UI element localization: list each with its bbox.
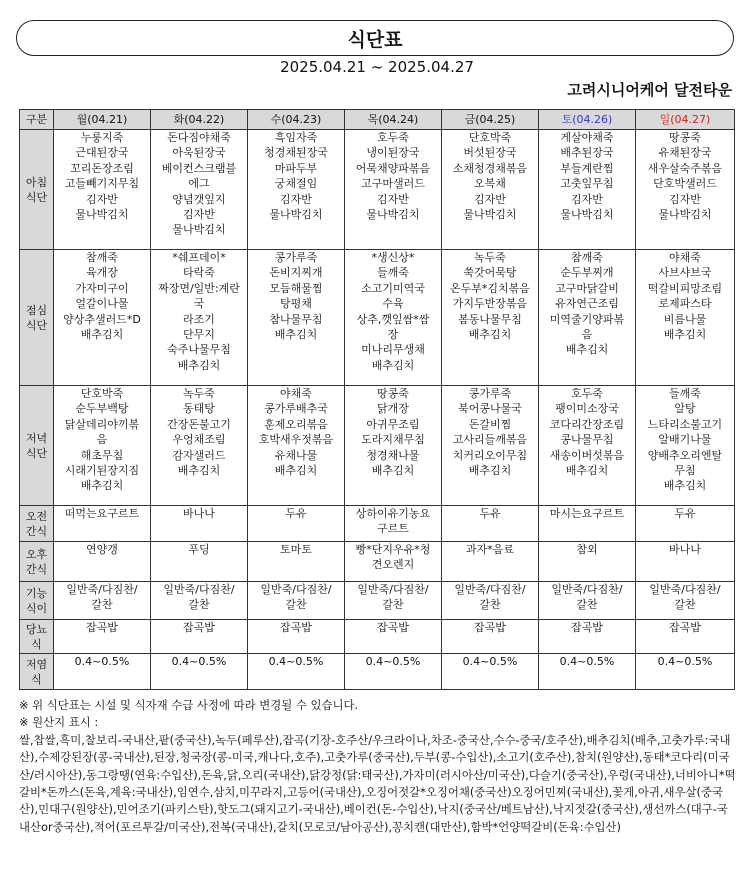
dish-line: 어묵채양파볶음 <box>355 161 431 175</box>
dish-line: 참나물무침 <box>269 312 323 326</box>
dish-line: 김자반 <box>86 192 118 206</box>
menu-cell <box>636 386 735 506</box>
dish-line: 고들빼기지무침 <box>64 177 140 191</box>
row-label <box>20 386 54 506</box>
menu-title <box>16 20 734 56</box>
dish-line: 유채된장국 <box>658 146 712 160</box>
note-origin-heading: ※ 원산지 표시 : <box>19 715 99 730</box>
menu-table <box>19 109 735 690</box>
row-label-line: 저녁 <box>25 431 48 445</box>
dish-line: 견오렌지 <box>371 558 415 572</box>
menu-row <box>20 620 735 654</box>
dish-line: 단무지 <box>183 328 215 342</box>
dish-line: 두유 <box>285 507 307 520</box>
menu-cell <box>248 620 345 654</box>
dish-line: 김자반 <box>183 208 215 222</box>
menu-title-text: 식단표 <box>347 28 403 51</box>
origin-list: 쌀,찹쌀,흑미,찰보리-국내산,팥(중국산),녹두(페루산),잡곡(기장-호주산/우크라이나,차조-중국산,수수-중국/호주산),배추김치(배추,고춧가루:국내산),수제강된장(콩-국내산),된장,청국장(콩-미국,캐나다,호주),고춧가루(중국산),두부(콩-수입산),소고기(호주산),참치(원양산),동태*코다리(미국산/러시아산),동그랑땡(연육:수입산),돈육,닭,오리(국내산),닭강정(닭:태국산),가자미(러시아산/미국산),다슬기(중국산),우렁(국내산),너비아니*떡갈비*돈까스(돈육,계육:국내산),임연수,삼치,미꾸라지,고등어(국내산),오징어젓갈*오징어채(중국산)오징어민찌(국내산),꽃게,아귀,새우살(중국산),민대구(원양산),민어조기(파키스탄),핫도그(돼지고기-국내산),베이컨(돈-수입산),낙지(중국산/베트남산),낙지젓갈(중국산),생선까스(대구-국내산or중국산),적어(포르투갈/미국산),전복(국내산),갈치(모로코/남아공산),꽁치캔(대만산),함박*언양떡갈비(돈육:수입산) <box>19 732 736 834</box>
menu-cell <box>442 582 539 620</box>
dish-line: 오복채 <box>474 177 506 191</box>
dish-line: 물나박김치 <box>269 208 323 222</box>
menu-cell <box>54 542 151 582</box>
menu-cell <box>54 582 151 620</box>
dish-line: 배추김치 <box>274 328 318 342</box>
menu-cell <box>442 250 539 386</box>
menu-cell <box>54 250 151 386</box>
dish-line: 0.4~0.5% <box>559 655 615 668</box>
corner-header: 구분 <box>20 110 54 130</box>
dish-line: 과자*음료 <box>465 543 514 556</box>
notes <box>19 697 737 836</box>
dish-line: 음 <box>96 433 108 447</box>
dish-line: 양념갯잎지 <box>172 192 226 206</box>
dish-line: 팽이미소장국 <box>555 402 619 416</box>
dish-line: 미역줄기양파볶 <box>549 312 625 326</box>
menu-cell <box>345 620 442 654</box>
menu-cell <box>151 506 248 542</box>
menu-cell <box>442 542 539 582</box>
dish-line: 닭개장 <box>377 402 409 416</box>
row-label <box>20 130 54 250</box>
dish-line: 잡곡밥 <box>474 621 506 634</box>
dish-line: 코다리간장조림 <box>549 417 625 431</box>
dish-line: 양상추샐러드*D <box>63 312 141 326</box>
dish-line: 알배기나물 <box>658 433 712 447</box>
dish-line: 일반죽/다짐찬/ <box>454 583 526 596</box>
dish-line: 로제파스타 <box>658 297 712 311</box>
row-label-line: 아침 <box>25 175 48 189</box>
row-label-line: 간식 <box>25 562 48 576</box>
dish-line: 상하이유기농요 <box>355 507 431 520</box>
menu-cell <box>345 250 442 386</box>
dish-line: 0.4~0.5% <box>268 655 324 668</box>
dish-line: 김자반 <box>474 192 506 206</box>
dish-line: 고춧잎무침 <box>560 177 614 191</box>
menu-row <box>20 130 735 250</box>
dish-line: 땅콩죽 <box>669 131 701 144</box>
dish-line: 물나박김치 <box>172 223 226 237</box>
dish-line: 육개장 <box>86 266 118 280</box>
dish-line: 에그 <box>188 177 210 191</box>
dish-line: 일반죽/다짐찬/ <box>357 583 429 596</box>
dish-line: 해초무침 <box>80 448 124 462</box>
dish-line: 배추김치 <box>371 464 415 478</box>
dish-line: 배추김치 <box>663 479 707 493</box>
dish-line: 근대된장국 <box>75 146 129 160</box>
menu-cell <box>345 506 442 542</box>
dish-line: 갈찬 <box>382 598 404 612</box>
dish-line: 잡곡밥 <box>280 621 312 634</box>
menu-cell <box>248 130 345 250</box>
dish-line: 김자반 <box>669 192 701 206</box>
dish-line: 돈갈비찜 <box>468 417 512 431</box>
day-header: 화(04.22) <box>151 110 248 130</box>
row-label-line: 기능 <box>25 586 48 600</box>
dish-line: 빵*단지우유*청 <box>355 543 431 556</box>
dish-line: 냉이된장국 <box>366 146 420 160</box>
menu-cell <box>539 620 636 654</box>
menu-cell <box>54 506 151 542</box>
menu-cell <box>442 386 539 506</box>
dish-line: 단호박죽 <box>80 387 124 400</box>
menu-cell <box>248 654 345 690</box>
dish-line: 콩나물무침 <box>560 433 614 447</box>
menu-cell <box>248 386 345 506</box>
dish-line: 새우살숙주볶음 <box>647 161 723 175</box>
dish-line: 타락죽 <box>183 266 215 280</box>
dish-line: 새송이버섯볶음 <box>549 448 625 462</box>
dish-line: 푸딩 <box>188 543 210 556</box>
dish-line: 갈찬 <box>91 598 113 612</box>
dish-line: 호두죽 <box>377 131 409 144</box>
menu-cell <box>248 506 345 542</box>
dish-line: 떡갈비피망조림 <box>647 281 723 295</box>
dish-line: 소고기미역국 <box>361 281 425 295</box>
dish-line: 음 <box>581 328 593 342</box>
dish-line: 잡곡밥 <box>571 621 603 634</box>
dish-line: 배추김치 <box>371 358 415 372</box>
menu-cell <box>345 582 442 620</box>
menu-cell <box>54 620 151 654</box>
dish-line: 고구마닭갈비 <box>555 281 619 295</box>
dish-line: 배추김치 <box>80 479 124 493</box>
dish-line: 일반죽/다짐찬/ <box>649 583 721 596</box>
menu-cell <box>54 130 151 250</box>
menu-cell <box>539 130 636 250</box>
menu-cell <box>151 542 248 582</box>
dish-line: 콩가루죽 <box>274 251 318 264</box>
menu-cell <box>442 506 539 542</box>
dish-line: 부들계란찜 <box>560 161 614 175</box>
menu-cell <box>151 130 248 250</box>
menu-cell <box>248 582 345 620</box>
dish-line: 라조기 <box>183 312 215 326</box>
dish-line: 바나나 <box>183 507 215 520</box>
row-label <box>20 250 54 386</box>
dish-line: 콩가루배추국 <box>264 402 328 416</box>
dish-line: 청경채된장국 <box>264 146 328 160</box>
dish-line: 일반죽/다짐찬/ <box>163 583 235 596</box>
dish-line: 순두부찌개 <box>560 266 614 280</box>
dish-line: 0.4~0.5% <box>74 655 130 668</box>
dish-line: 0.4~0.5% <box>171 655 227 668</box>
note-change: ※ 위 식단표는 시설 및 식자재 수급 사정에 따라 변경될 수 있습니다. <box>19 698 359 712</box>
dish-line: 간장돈불고기 <box>167 417 231 431</box>
dish-line: 아귀무조림 <box>366 417 420 431</box>
dish-line: 배추김치 <box>468 328 512 342</box>
menu-cell <box>636 250 735 386</box>
menu-row <box>20 542 735 582</box>
dish-line: 청경채나물 <box>366 448 420 462</box>
dish-line: 무침 <box>674 464 696 478</box>
dish-line: 꼬리돈장조림 <box>70 161 134 175</box>
menu-row <box>20 654 735 690</box>
dish-line: 잡곡밥 <box>86 621 118 634</box>
dish-line: 0.4~0.5% <box>462 655 518 668</box>
menu-cell <box>54 386 151 506</box>
dish-line: 궁채절임 <box>274 177 318 191</box>
dish-line: 들깨죽 <box>377 266 409 280</box>
dish-line: 물나박김치 <box>658 208 712 222</box>
row-label <box>20 620 54 654</box>
row-label-line: 간식 <box>25 524 48 538</box>
dish-line: 흑임자죽 <box>274 131 318 144</box>
dish-line: 버섯된장국 <box>463 146 517 160</box>
menu-cell <box>151 654 248 690</box>
dish-line: 시래기된장지짐 <box>64 464 140 478</box>
row-label-line: 저염 <box>25 657 48 671</box>
dish-line: 땅콩죽 <box>377 387 409 400</box>
dish-line: 수육 <box>382 297 404 311</box>
menu-cell <box>345 654 442 690</box>
dish-line: 우엉채조림 <box>172 433 226 447</box>
menu-row <box>20 506 735 542</box>
menu-cell <box>345 130 442 250</box>
dish-line: 배추김치 <box>565 464 609 478</box>
menu-cell <box>151 386 248 506</box>
dish-line: 녹두죽 <box>183 387 215 400</box>
dish-line: 갈찬 <box>285 598 307 612</box>
dish-line: 소채청경채볶음 <box>452 161 528 175</box>
dish-line: 베이컨스크램블 <box>161 161 237 175</box>
dish-line: 짜장면/일반:계란 <box>158 281 240 295</box>
row-label <box>20 506 54 542</box>
dish-line: 배추김치 <box>274 464 318 478</box>
dish-line: 마파두부 <box>274 161 318 175</box>
dish-line: 느타리소불고기 <box>647 417 723 431</box>
dish-line: 유자연근조림 <box>555 297 619 311</box>
dish-line: 들깨죽 <box>669 387 701 400</box>
dish-line: 참깨죽 <box>86 251 118 264</box>
dish-line: 0.4~0.5% <box>365 655 421 668</box>
dish-line: 갈찬 <box>576 598 598 612</box>
dish-line: 가자미구이 <box>75 281 129 295</box>
dish-line: 김자반 <box>571 192 603 206</box>
dish-line: 구르트 <box>377 522 409 536</box>
menu-cell <box>539 386 636 506</box>
menu-cell <box>151 620 248 654</box>
dish-line: 마시는요구르트 <box>549 507 625 520</box>
row-label-line: 식 <box>31 672 42 686</box>
dish-line: 가지두반장볶음 <box>452 297 528 311</box>
dish-line: 두유 <box>479 507 501 520</box>
dish-line: 온두부*김치볶음 <box>450 281 530 295</box>
menu-row <box>20 250 735 386</box>
dish-line: 탕평채 <box>280 297 312 311</box>
dish-line: 배추김치 <box>177 358 221 372</box>
dish-line: 호두죽 <box>571 387 603 400</box>
dish-line: 돈다짐야채죽 <box>167 131 231 144</box>
row-label-line: 식단 <box>25 190 48 204</box>
menu-cell <box>636 130 735 250</box>
menu-cell <box>539 250 636 386</box>
dish-line: 배추된장국 <box>560 146 614 160</box>
dish-line: 미나리무생채 <box>361 343 425 357</box>
dish-line: 숙주나물무침 <box>167 343 231 357</box>
row-label-line: 식이 <box>25 601 48 615</box>
dish-line: 단호박샐러드 <box>653 177 717 191</box>
menu-cell <box>345 542 442 582</box>
dish-line: 잡곡밥 <box>669 621 701 634</box>
menu-cell <box>442 620 539 654</box>
facility-name: 고려시니어케어 달전타운 <box>567 81 732 99</box>
day-header: 수(04.23) <box>248 110 345 130</box>
dish-line: 닭살데리야끼볶 <box>64 417 140 431</box>
dish-line: 야채죽 <box>669 251 701 264</box>
dish-line: 비름나물 <box>663 312 707 326</box>
menu-cell <box>636 506 735 542</box>
dish-line: 단호박죽 <box>468 131 512 144</box>
dish-line: 갈찬 <box>674 598 696 612</box>
dish-line: 알탕 <box>674 402 696 416</box>
menu-row <box>20 582 735 620</box>
day-header-sunday: 일(04.27) <box>636 110 735 130</box>
dish-line: 물나박김치 <box>75 208 129 222</box>
dish-line: 연양갱 <box>86 543 118 556</box>
dish-line: 고사리들깨볶음 <box>452 433 528 447</box>
dish-line: 장 <box>387 328 399 342</box>
dish-line: 떠먹는요구르트 <box>64 507 140 520</box>
menu-cell <box>636 620 735 654</box>
menu-cell <box>636 582 735 620</box>
row-label-line: 식단 <box>25 318 48 332</box>
dish-line: 잡곡밥 <box>377 621 409 634</box>
row-label <box>20 654 54 690</box>
dish-line: 치커리오이무침 <box>452 448 528 462</box>
dish-line: 사브샤브국 <box>658 266 712 280</box>
menu-cell <box>539 654 636 690</box>
dish-line: 두유 <box>674 507 696 520</box>
dish-line: 콩가루죽 <box>468 387 512 400</box>
row-label-line: 오전 <box>25 509 48 523</box>
row-label-line: 식단 <box>25 446 48 460</box>
menu-cell <box>54 654 151 690</box>
row-label-line: 오후 <box>25 547 48 561</box>
day-header: 월(04.21) <box>54 110 151 130</box>
dish-line: 상추,깻잎쌈*쌈 <box>356 312 430 326</box>
dish-line: 봄동나물무침 <box>458 312 522 326</box>
menu-cell <box>636 654 735 690</box>
dish-line: 일반죽/다짐찬/ <box>551 583 623 596</box>
menu-cell <box>151 582 248 620</box>
row-label <box>20 542 54 582</box>
dish-line: 양배추오리엔탈 <box>647 448 723 462</box>
menu-cell <box>248 542 345 582</box>
dish-line: 고구마샐러드 <box>361 177 425 191</box>
dish-line: 갈찬 <box>479 598 501 612</box>
dish-line: 배추김치 <box>565 343 609 357</box>
dish-line: 순두부백탕 <box>75 402 129 416</box>
menu-cell <box>442 654 539 690</box>
day-header: 목(04.24) <box>345 110 442 130</box>
dish-line: 김자반 <box>280 192 312 206</box>
dish-line: 아욱된장국 <box>172 146 226 160</box>
dish-line: 참외 <box>576 543 598 556</box>
dish-line: 갈찬 <box>188 598 210 612</box>
dish-line: 게살야채죽 <box>560 131 614 144</box>
dish-line: *쉐프데이* <box>172 251 226 264</box>
dish-line: *생신상* <box>371 251 415 264</box>
day-header-saturday: 토(04.26) <box>539 110 636 130</box>
menu-cell <box>539 582 636 620</box>
dish-line: 물나박김치 <box>463 208 517 222</box>
row-label-line: 점심 <box>25 303 48 317</box>
dish-line: 물나박김치 <box>560 208 614 222</box>
row-label-line: 식 <box>31 637 42 651</box>
menu-cell <box>345 386 442 506</box>
menu-cell <box>248 250 345 386</box>
table-header-row <box>20 110 735 130</box>
dish-line: 참깨죽 <box>571 251 603 264</box>
dish-line: 야채죽 <box>280 387 312 400</box>
dish-line: 얼갈이나물 <box>75 297 129 311</box>
dish-line: 모듬해물찜 <box>269 281 323 295</box>
dish-line: 도라지채무침 <box>361 433 425 447</box>
dish-line: 동태탕 <box>183 402 215 416</box>
dish-line: 북어콩나물국 <box>458 402 522 416</box>
dish-line: 호박새우젓볶음 <box>258 433 334 447</box>
dish-line: 토마토 <box>280 543 312 556</box>
date-range: 2025.04.21 ~ 2025.04.27 <box>280 58 474 76</box>
menu-table-body <box>20 130 735 690</box>
dish-line: 물나박김치 <box>366 208 420 222</box>
dish-line: 돈비지찌개 <box>269 266 323 280</box>
menu-row <box>20 386 735 506</box>
dish-line: 감자샐러드 <box>172 448 226 462</box>
dish-line: 훈제오리볶음 <box>264 417 328 431</box>
dish-line: 잡곡밥 <box>183 621 215 634</box>
dish-line: 0.4~0.5% <box>657 655 713 668</box>
dish-line: 김자반 <box>377 192 409 206</box>
row-label <box>20 582 54 620</box>
menu-cell <box>539 506 636 542</box>
dish-line: 배추김치 <box>80 328 124 342</box>
dish-line: 쑥갓어묵탕 <box>463 266 517 280</box>
row-label-line: 당뇨 <box>25 622 48 636</box>
dish-line: 배추김치 <box>663 328 707 342</box>
dish-line: 누룽지죽 <box>80 131 124 144</box>
menu-cell <box>151 250 248 386</box>
dish-line: 녹두죽 <box>474 251 506 264</box>
day-header: 금(04.25) <box>442 110 539 130</box>
dish-line: 일반죽/다짐찬/ <box>260 583 332 596</box>
dish-line: 배추김치 <box>468 464 512 478</box>
menu-cell <box>539 542 636 582</box>
dish-line: 유채나물 <box>274 448 318 462</box>
menu-cell <box>636 542 735 582</box>
dish-line: 국 <box>193 297 205 311</box>
dish-line: 바나나 <box>669 543 701 556</box>
dish-line: 배추김치 <box>177 464 221 478</box>
dish-line: 일반죽/다짐찬/ <box>66 583 138 596</box>
menu-cell <box>442 130 539 250</box>
